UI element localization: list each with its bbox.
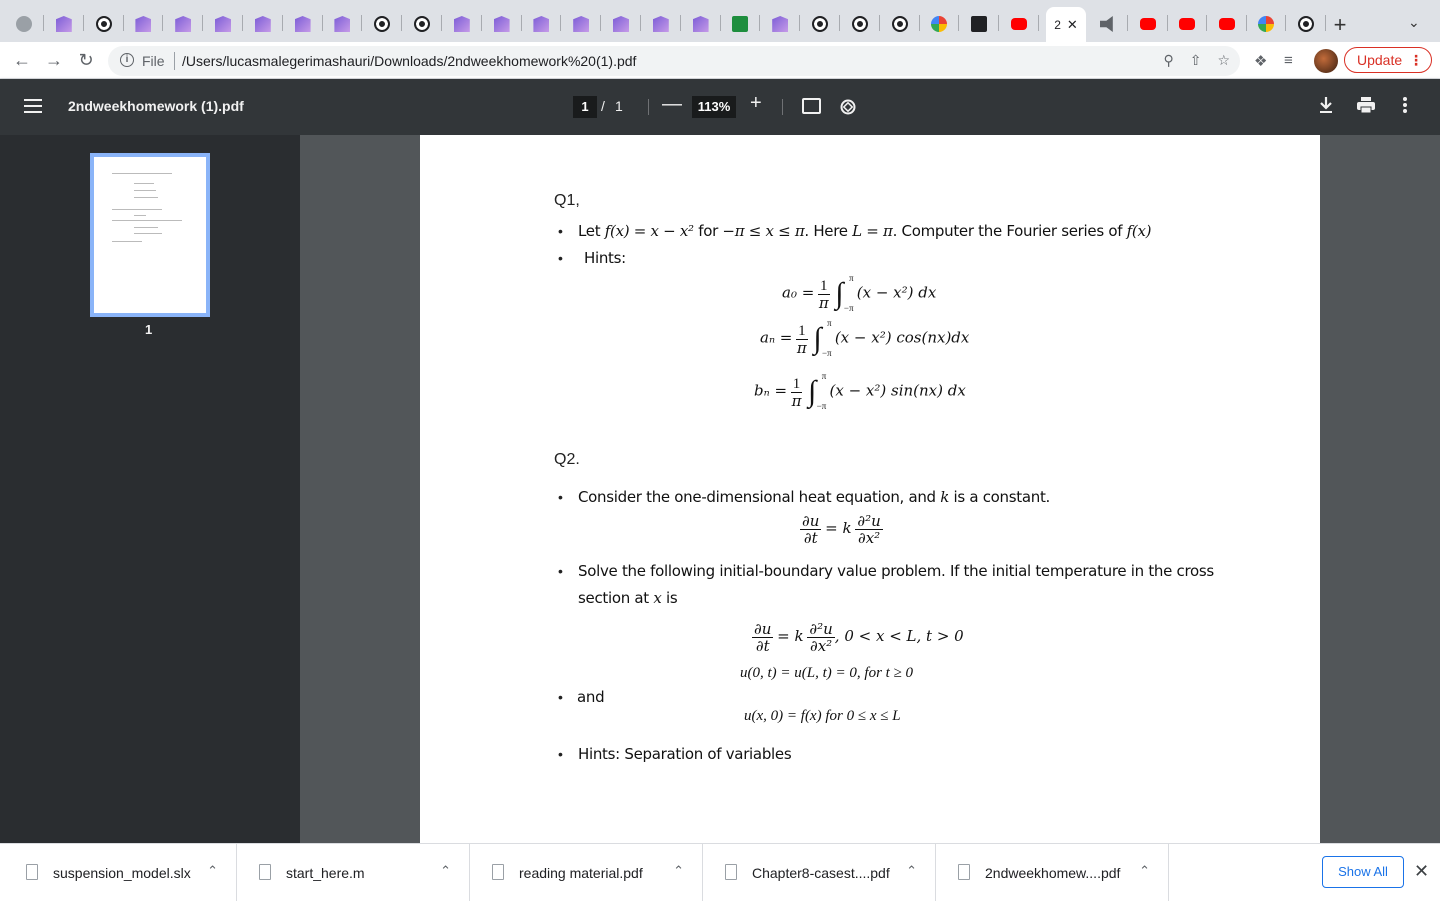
download-item[interactable] [237, 844, 470, 901]
google-icon [1258, 16, 1274, 32]
close-tab-icon[interactable]: ✕ [1066, 16, 1078, 32]
q1-hints-label: Hints: [584, 249, 626, 267]
url-text[interactable]: /Users/lucasmalegerimashauri/Downloads/2ndweekhomework%20(1).pdf [182, 53, 637, 69]
browser-tab[interactable] [641, 9, 681, 39]
download-item[interactable] [703, 844, 936, 901]
q2-problem-line1: Solve the following initial-boundary value problem. If the initial temperature in the cross [578, 562, 1214, 580]
rotate-icon[interactable] [839, 97, 857, 115]
google-icon [931, 16, 947, 32]
browser-tab[interactable] [999, 9, 1039, 39]
address-bar[interactable] [108, 46, 1240, 76]
browser-tab[interactable] [243, 9, 283, 39]
browser-tab[interactable] [322, 9, 362, 39]
browser-tab[interactable] [681, 9, 721, 39]
show-all-button[interactable]: Show All [1322, 856, 1404, 888]
q1-label: Q1, [554, 192, 580, 209]
dark-app-icon [971, 16, 987, 32]
browser-tab[interactable] [4, 9, 44, 39]
thumbnail-page-number: 1 [145, 322, 153, 337]
youtube-icon [1219, 18, 1235, 30]
browser-tab[interactable] [521, 9, 561, 39]
active-tab[interactable] [1046, 7, 1086, 42]
pde-equation: $\frac{\partial u}{\partial t}$ = k $\frac{\text{∂²u}}{\text{∂x²}}$ , 0 < x < L, t > 0 [754, 620, 964, 655]
zoom-in-icon[interactable]: + [750, 92, 762, 114]
browser-tab[interactable] [1128, 9, 1168, 39]
purple-app-icon [693, 16, 709, 32]
purple-app-icon [533, 16, 549, 32]
boundary-condition: u(0, t) = u(L, t) = 0, for t ≥ 0 [740, 665, 914, 681]
browser-tab[interactable] [800, 9, 840, 39]
browser-tab[interactable] [720, 9, 760, 39]
globe-icon [812, 16, 828, 32]
toolbar-divider [782, 99, 783, 115]
chevron-up-icon[interactable]: ⌃ [1139, 863, 1150, 878]
download-filename: suspension_model.slx [53, 865, 191, 881]
download-filename: 2ndweekhomew....pdf [985, 865, 1121, 881]
browser-tab[interactable] [919, 9, 959, 39]
bullet-dot: • [558, 250, 563, 266]
browser-tab[interactable] [760, 9, 800, 39]
purple-app-icon [772, 16, 788, 32]
pdf-page [420, 135, 1320, 843]
file-icon [492, 864, 504, 880]
browser-tab[interactable] [442, 9, 482, 39]
youtube-icon [1011, 18, 1027, 30]
zoom-level-input[interactable]: 113% [692, 96, 736, 118]
q1-statement: Let f(x) = x − x² for −π ≤ x ≤ π. Here L = π. Computer the Fourier series of f(x) [578, 222, 1152, 240]
youtube-icon [1179, 18, 1195, 30]
file-icon [26, 864, 38, 880]
browser-tab[interactable] [283, 9, 323, 39]
purple-app-icon [573, 16, 589, 32]
scheme-label: File [142, 53, 165, 69]
file-icon [725, 864, 737, 880]
purple-app-icon [653, 16, 669, 32]
globe-icon [892, 16, 908, 32]
profile-avatar[interactable] [1314, 49, 1338, 73]
q2-statement: Consider the one-dimensional heat equation, and k is a constant. [578, 488, 1051, 506]
purple-app-icon [56, 16, 72, 32]
audio-icon [1100, 16, 1116, 32]
thumbnail-sidebar [0, 135, 300, 843]
page-total: 1 [615, 98, 623, 114]
browser-tab[interactable] [959, 9, 999, 39]
browser-toolbar [0, 42, 1440, 79]
extensions-puzzle-icon[interactable]: ❖ [1254, 53, 1268, 70]
bullet-dot: • [558, 563, 563, 579]
q2-problem-line2: section at x is [578, 589, 678, 607]
bookmark-star-icon[interactable]: ☆ [1217, 52, 1230, 68]
omnibox-divider [174, 52, 175, 70]
youtube-icon [1140, 18, 1156, 30]
update-button[interactable] [1344, 47, 1432, 73]
equation-a0: a₀ = $\frac{1}{\pi}$ ∫ π −π (x − x²) dx [782, 273, 937, 313]
equation-an: aₙ = $\frac{1}{\pi}$ ∫ π −π (x − x²) cos(nx)dx [760, 318, 970, 358]
browser-tab[interactable] [362, 9, 402, 39]
download-filename: Chapter8-casest....pdf [752, 865, 890, 881]
globe-icon [374, 16, 390, 32]
browser-tab[interactable] [44, 9, 84, 39]
page-thumbnail[interactable] [90, 153, 210, 317]
globe-icon [852, 16, 868, 32]
browser-tab[interactable] [123, 9, 163, 39]
chevron-up-icon[interactable]: ⌃ [207, 863, 218, 878]
browser-tab[interactable] [1246, 9, 1286, 39]
purple-app-icon [334, 16, 350, 32]
kebab-menu-icon: ⋮ [1409, 52, 1423, 68]
browser-tab[interactable] [601, 9, 641, 39]
browser-tab[interactable] [482, 9, 522, 39]
reload-icon[interactable]: ↻ [78, 50, 94, 70]
back-arrow-icon[interactable]: ← [13, 50, 31, 70]
generic-globe-icon [16, 16, 32, 32]
reading-list-icon[interactable]: ≡ [1284, 52, 1293, 69]
globe-icon [414, 16, 430, 32]
update-label: Update [1357, 52, 1403, 68]
purple-app-icon [494, 16, 510, 32]
chevron-up-icon[interactable]: ⌃ [906, 863, 917, 878]
browser-tab[interactable] [163, 9, 203, 39]
green-doc-icon [732, 16, 748, 32]
browser-tab[interactable] [1167, 9, 1207, 39]
heat-equation: $\frac{\partial u}{\partial t}$ = k $\frac{\text{∂²u}}{\text{∂x²}}$ [802, 512, 881, 547]
fit-to-page-icon[interactable] [802, 98, 821, 114]
browser-tab[interactable] [84, 9, 124, 39]
share-icon[interactable]: ⇧ [1189, 52, 1202, 68]
globe-icon [1298, 16, 1314, 32]
initial-condition: u(x, 0) = f(x) for 0 ≤ x ≤ L [744, 708, 901, 724]
document-viewer[interactable] [300, 135, 1440, 843]
purple-app-icon [255, 16, 271, 32]
browser-tab[interactable] [203, 9, 243, 39]
download-item[interactable] [4, 844, 237, 901]
more-options-icon[interactable] [1402, 96, 1408, 114]
browser-tab[interactable] [840, 9, 880, 39]
pdf-title: 2ndweekhomework (1).pdf [68, 98, 244, 114]
active-tab-label: 2 [1054, 17, 1061, 32]
forward-arrow-icon[interactable]: → [45, 50, 63, 70]
new-tab-button[interactable]: + [1333, 12, 1347, 37]
browser-tab[interactable] [1207, 9, 1247, 39]
bullet-dot: • [558, 746, 563, 762]
purple-app-icon [215, 16, 231, 32]
download-icon[interactable] [1318, 96, 1334, 114]
print-icon[interactable] [1356, 96, 1376, 114]
chevron-up-icon[interactable]: ⌃ [673, 863, 684, 878]
download-filename: reading material.pdf [519, 865, 643, 881]
globe-icon [96, 16, 112, 32]
browser-tab[interactable] [1286, 9, 1326, 39]
and-label: and [577, 688, 605, 706]
purple-app-icon [454, 16, 470, 32]
zoom-out-icon[interactable]: — [662, 93, 682, 115]
site-info-icon[interactable]: i [120, 53, 134, 67]
browser-tab[interactable] [880, 9, 920, 39]
file-icon [259, 864, 271, 880]
download-item[interactable] [470, 844, 703, 901]
browser-tab[interactable] [402, 9, 442, 39]
page-number-input[interactable]: 1 [573, 96, 597, 118]
pdf-toolbar [0, 79, 1440, 135]
download-item[interactable] [936, 844, 1169, 901]
equation-bn: bₙ = $\frac{1}{\pi}$ ∫ π −π (x − x²) sin(nx) dx [754, 371, 966, 411]
downloads-shelf [0, 843, 1440, 900]
bullet-dot: • [558, 489, 563, 505]
browser-tab[interactable] [561, 9, 601, 39]
bullet-dot: • [558, 223, 563, 239]
file-icon [958, 864, 970, 880]
tab-strip [0, 0, 1440, 42]
toolbar-divider [648, 99, 649, 115]
zoom-icon[interactable]: ⚲ [1163, 52, 1174, 68]
page-separator: / [601, 98, 605, 114]
q2-label: Q2. [554, 451, 580, 468]
purple-app-icon [613, 16, 629, 32]
q2-hint: Hints: Separation of variables [578, 745, 792, 763]
tab-search-chevron-icon[interactable]: ⌄ [1408, 14, 1420, 30]
purple-app-icon [295, 16, 311, 32]
menu-icon[interactable] [24, 99, 42, 113]
close-icon[interactable]: ✕ [1414, 861, 1430, 881]
browser-tab[interactable] [1088, 9, 1128, 39]
chevron-up-icon[interactable]: ⌃ [440, 863, 451, 878]
purple-app-icon [135, 16, 151, 32]
bullet-dot: • [558, 689, 563, 705]
download-filename: start_here.m [286, 865, 365, 881]
purple-app-icon [175, 16, 191, 32]
